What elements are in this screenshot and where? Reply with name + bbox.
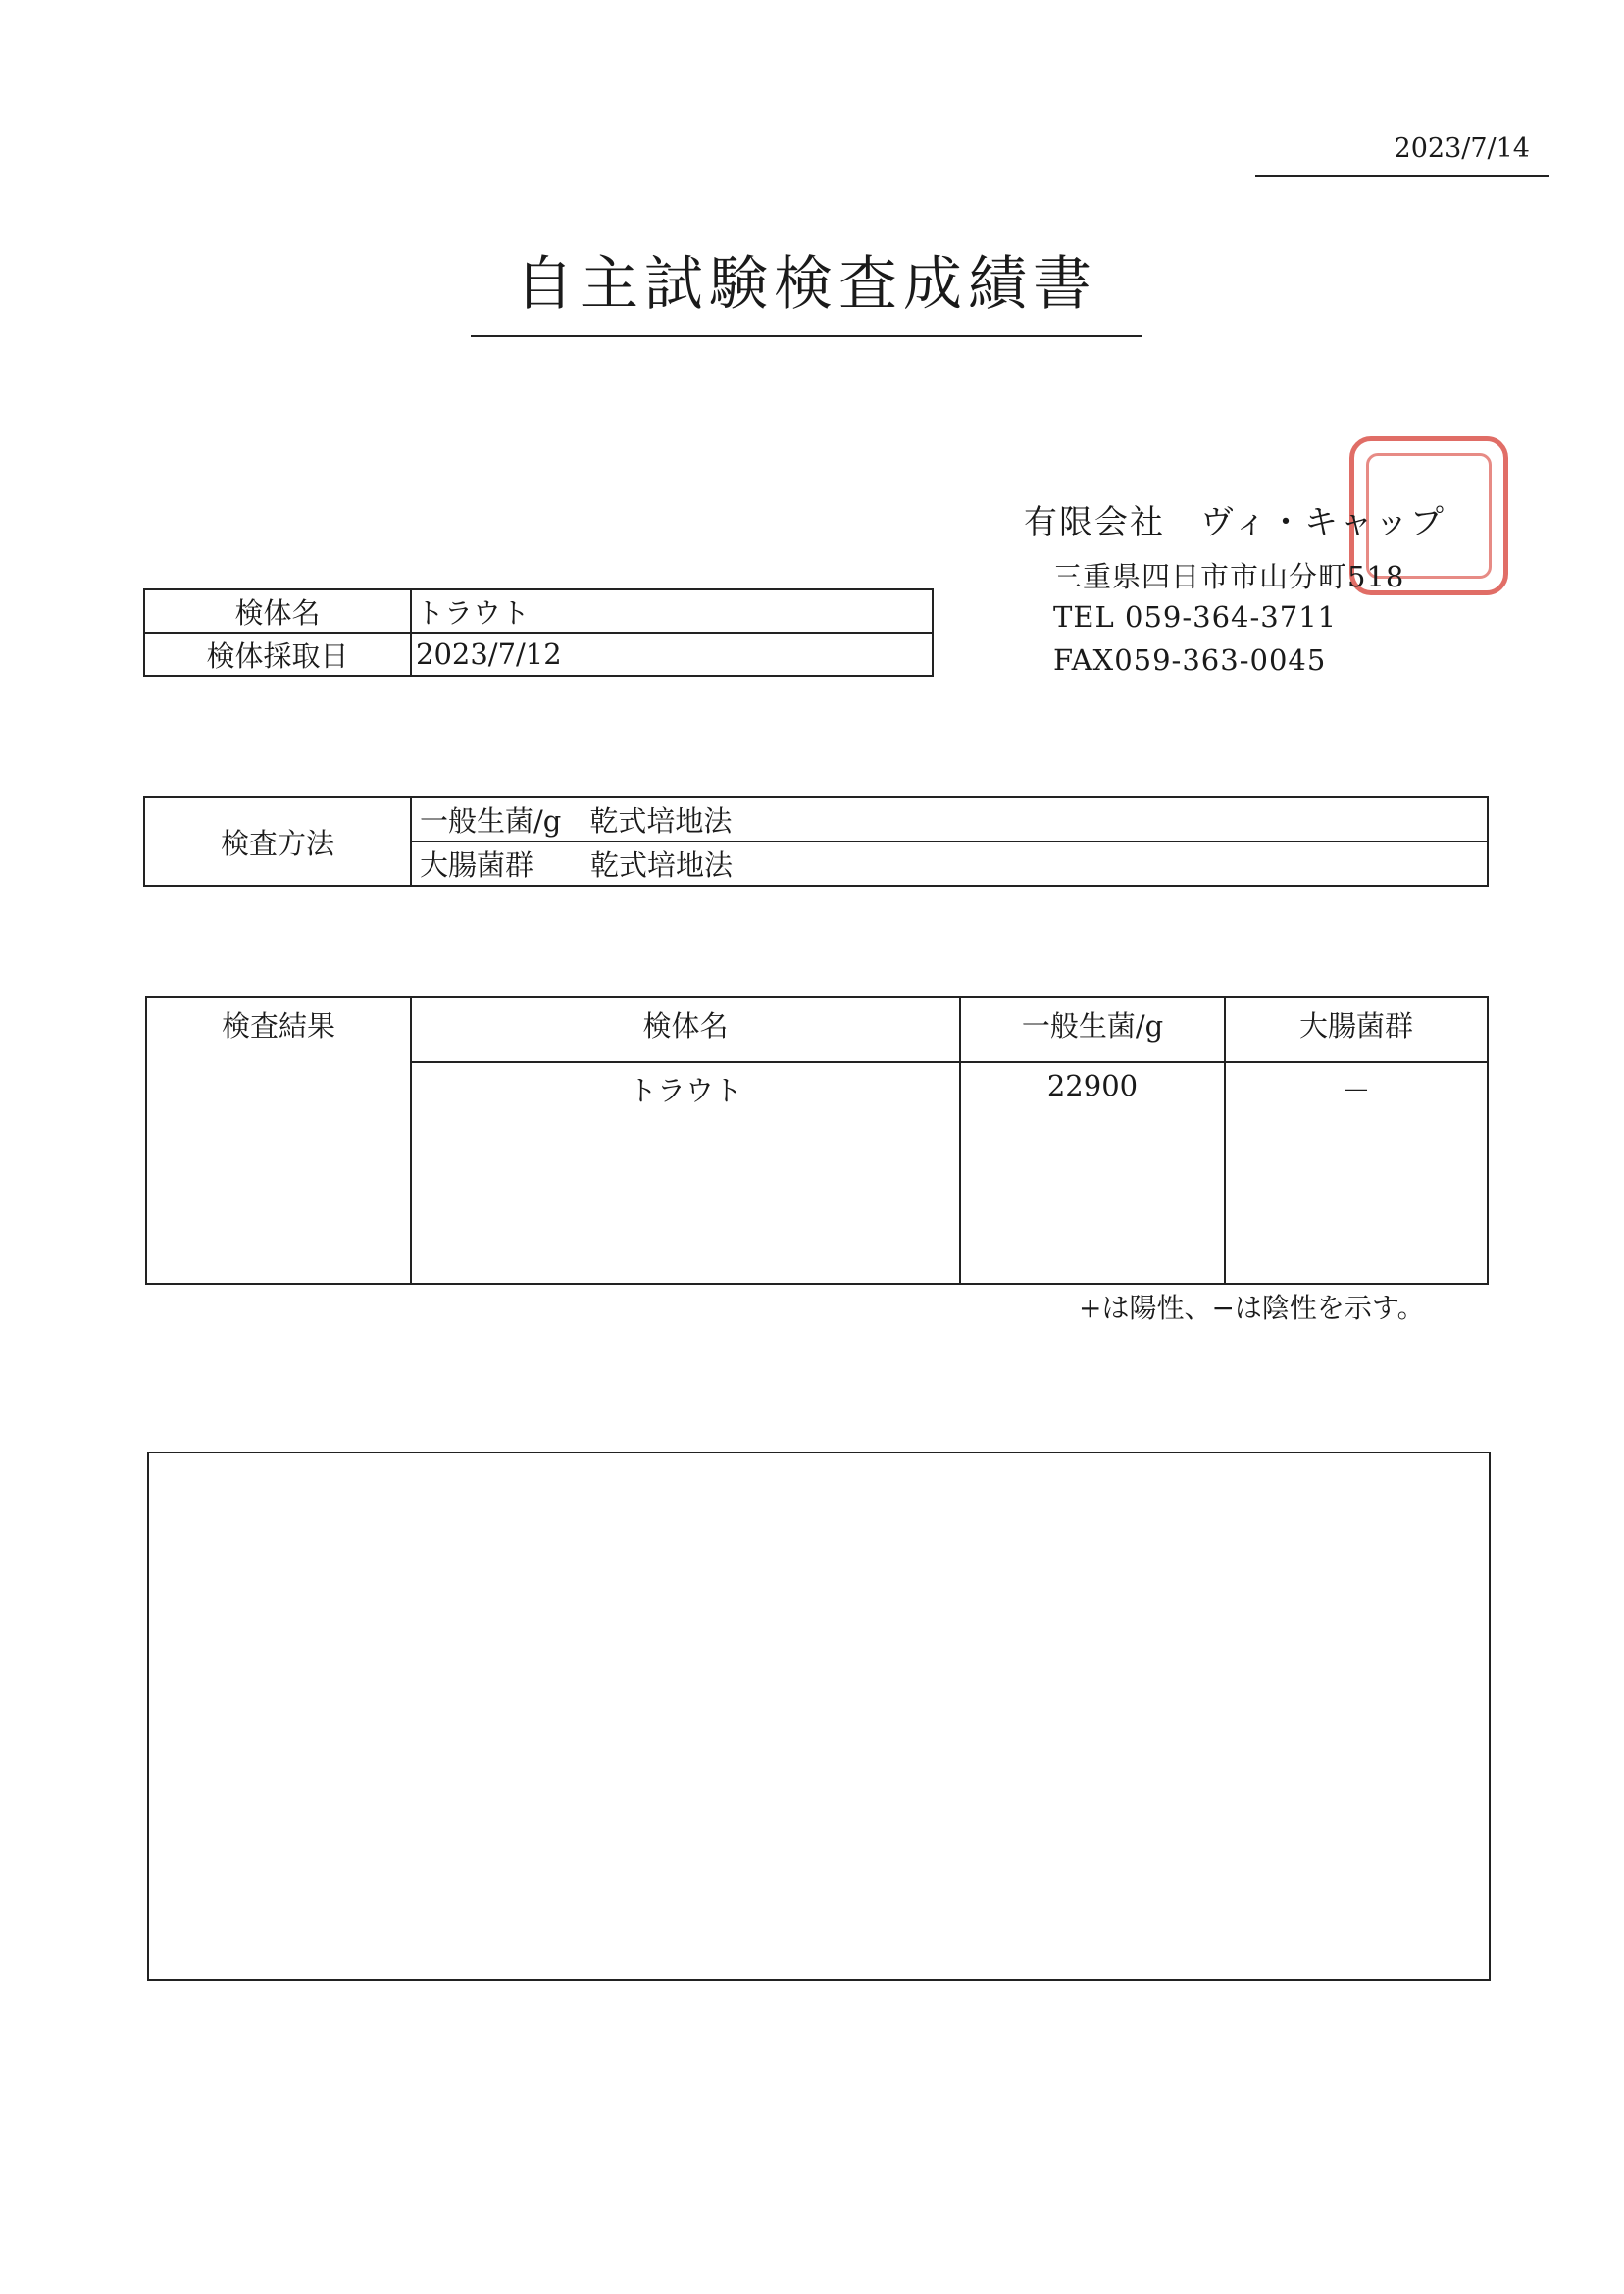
sample-info-table bbox=[143, 588, 934, 677]
sample-date-label: 検体採取日 bbox=[144, 633, 411, 676]
table-row bbox=[144, 633, 933, 676]
remarks-box bbox=[147, 1452, 1491, 1981]
company-name: 有限会社 ヴィ・キャップ bbox=[1024, 503, 1446, 542]
test-method-label: 検査方法 bbox=[144, 797, 411, 886]
test-method-1: 一般生菌/g 乾式培地法 bbox=[411, 797, 1488, 841]
sample-name-value: トラウト bbox=[411, 589, 933, 633]
column-header-sample: 検体名 bbox=[411, 997, 960, 1062]
test-result-label: 検査結果 bbox=[146, 997, 411, 1284]
result-coliform: － bbox=[1225, 1062, 1488, 1284]
column-header-coliform: 大腸菌群 bbox=[1225, 997, 1488, 1062]
report-date: 2023/7/14 bbox=[1255, 129, 1549, 177]
company-tel: TEL 059-364-3711 bbox=[1053, 600, 1338, 634]
column-header-general-bacteria: 一般生菌/g bbox=[960, 997, 1225, 1062]
company-fax: FAX059-363-0045 bbox=[1053, 643, 1327, 677]
page-title: 自主試験検査成績書 bbox=[471, 245, 1142, 337]
test-method-table bbox=[143, 796, 1489, 887]
test-result-table bbox=[145, 996, 1489, 1285]
result-general-bacteria: 22900 bbox=[960, 1062, 1225, 1284]
sample-date-value: 2023/7/12 bbox=[411, 633, 933, 676]
table-row bbox=[144, 589, 933, 633]
company-address: 三重県四日市市山分町518 bbox=[1053, 560, 1405, 593]
sample-name-label: 検体名 bbox=[144, 589, 411, 633]
test-method-2: 大腸菌群 乾式培地法 bbox=[411, 841, 1488, 886]
table-row bbox=[144, 797, 1488, 841]
result-note: +は陽性、−は陰性を示す。 bbox=[1079, 1292, 1425, 1324]
table-header-row bbox=[146, 997, 1488, 1062]
result-sample-name: トラウト bbox=[411, 1062, 960, 1284]
